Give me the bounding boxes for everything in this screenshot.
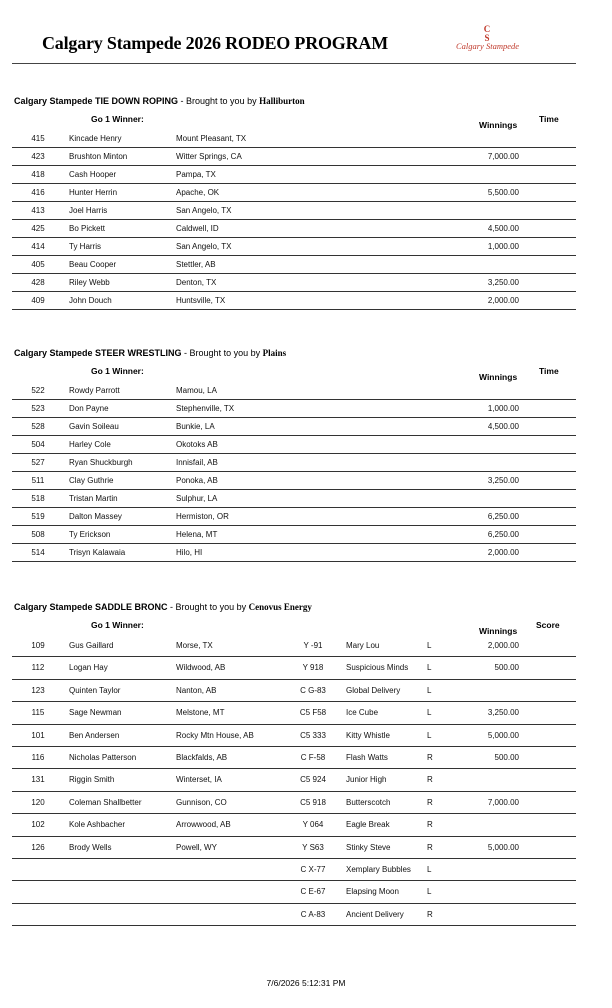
winnings-amount: 500.00 (494, 663, 519, 673)
hometown: Hermiston, OR (176, 512, 229, 521)
contestant-name: Brody Wells (69, 842, 112, 852)
contestant-number: 514 (31, 548, 45, 557)
horse-number: Y 918 (302, 663, 324, 673)
hometown: Sulphur, LA (176, 494, 218, 503)
calgary-stampede-logo (450, 24, 525, 60)
horse-number: C F-58 (300, 752, 326, 762)
table-row (12, 202, 576, 220)
hometown: Bunkie, LA (176, 422, 215, 431)
hometown: Blackfalds, AB (176, 752, 228, 762)
contestant-name: John Douch (69, 296, 112, 305)
table-row (12, 747, 576, 769)
chute-side: L (427, 887, 432, 897)
contestant-number: 504 (31, 440, 45, 449)
time-header: Time (539, 114, 559, 124)
contestant-number: 101 (31, 730, 45, 740)
hometown: Stephenville, TX (176, 404, 235, 413)
contestant-number: 123 (31, 685, 45, 695)
section-heading (14, 96, 305, 106)
hometown: Rocky Mtn House, AB (176, 730, 254, 740)
winnings-amount: 4,500.00 (487, 224, 519, 233)
table-row (12, 635, 576, 657)
go-round-label: Go 1 Winner: (91, 114, 144, 124)
horse-name: Mary Lou (346, 641, 380, 650)
table-row (12, 148, 576, 166)
contestant-name: Sage Newman (69, 708, 122, 718)
horse-name: Flash Watts (346, 752, 388, 762)
winnings-amount: 3,250.00 (487, 708, 519, 718)
chute-side: L (427, 641, 432, 650)
horse-number: C5 924 (300, 775, 326, 785)
contestant-number: 102 (31, 820, 45, 830)
winnings-amount: 7,000.00 (487, 797, 519, 807)
contestant-number: 126 (31, 842, 45, 852)
sponsor-name: Plains (262, 348, 287, 358)
table-row (12, 130, 576, 148)
chute-side: R (427, 909, 433, 919)
contestant-name: Brushton Minton (69, 152, 128, 161)
hometown: Helena, MT (176, 530, 218, 539)
winnings-amount: 5,500.00 (487, 188, 519, 197)
contestant-name: Riley Webb (69, 278, 110, 287)
contestant-number: 116 (31, 752, 45, 762)
contestant-number: 415 (31, 134, 45, 143)
horse-name: Stinky Steve (346, 842, 391, 852)
svg-text:C: C (483, 24, 491, 34)
results-table (12, 635, 576, 926)
table-row (12, 544, 576, 562)
table-row (12, 526, 576, 544)
winnings-header: Winnings (479, 120, 518, 130)
horse-number: Y 064 (302, 820, 324, 830)
hometown: Huntsville, TX (176, 296, 226, 305)
contestant-name: Harley Cole (69, 440, 111, 449)
contestant-number: 409 (31, 296, 45, 305)
brought-by-text: - Brought to you by (181, 348, 263, 358)
hometown: Apache, OK (176, 188, 220, 197)
table-row (12, 769, 576, 791)
brought-by-text: - Brought to you by (178, 96, 260, 106)
hometown: San Angelo, TX (176, 206, 232, 215)
horse-number: C A-83 (300, 909, 326, 919)
go-round-label: Go 1 Winner: (91, 620, 144, 630)
contestant-name: Dalton Massey (69, 512, 122, 521)
horse-name: Elapsing Moon (346, 887, 399, 897)
contestant-name: Joel Harris (69, 206, 108, 215)
winnings-header: Winnings (479, 626, 518, 636)
contestant-number: 120 (31, 797, 45, 807)
hometown: Mount Pleasant, TX (176, 134, 247, 143)
table-row (12, 400, 576, 418)
winnings-amount: 3,250.00 (487, 278, 519, 287)
contestant-number: 405 (31, 260, 45, 269)
horse-number: Y S63 (302, 842, 324, 852)
contestant-name: Kincade Henry (69, 134, 122, 143)
table-row (12, 859, 576, 881)
winnings-amount: 2,000.00 (487, 641, 519, 650)
section-heading (14, 348, 286, 358)
contestant-number: 423 (31, 152, 45, 161)
hometown: Witter Springs, CA (176, 152, 242, 161)
chute-side: L (427, 864, 432, 874)
results-table (12, 130, 576, 310)
table-row (12, 382, 576, 400)
contestant-number: 414 (31, 242, 45, 251)
table-row (12, 490, 576, 508)
print-timestamp: 7/6/2026 5:12:31 PM (266, 978, 346, 988)
contestant-name: Logan Hay (69, 663, 108, 673)
table-row (12, 292, 576, 310)
horse-number: C5 F58 (299, 708, 327, 718)
winnings-header: Winnings (479, 372, 518, 382)
table-row (12, 418, 576, 436)
contestant-name: Kole Ashbacher (69, 820, 126, 830)
event-name: Calgary Stampede TIE DOWN ROPING (14, 96, 179, 106)
contestant-number: 112 (31, 663, 45, 673)
winnings-amount: 4,500.00 (487, 422, 519, 431)
horse-name: Xemplary Bubbles (346, 864, 411, 874)
contestant-number: 131 (31, 775, 45, 785)
contestant-name: Ryan Shuckburgh (69, 458, 133, 467)
contestant-name: Tristan Martin (69, 494, 118, 503)
contestant-name: Gavin Soileau (69, 422, 119, 431)
hometown: Wildwood, AB (176, 663, 226, 673)
hometown: Mamou, LA (176, 386, 217, 395)
table-row (12, 680, 576, 702)
winnings-amount: 3,250.00 (487, 476, 519, 485)
contestant-name: Gus Gaillard (69, 641, 114, 650)
contestant-number: 508 (31, 530, 45, 539)
hometown: Morse, TX (176, 641, 213, 650)
time-header: Time (539, 366, 559, 376)
horse-name: Eagle Break (346, 820, 390, 830)
contestant-name: Beau Cooper (69, 260, 117, 269)
contestant-number: 511 (31, 476, 45, 485)
chute-side: L (427, 708, 432, 718)
contestant-number: 523 (31, 404, 45, 413)
contestant-name: Riggin Smith (69, 775, 115, 785)
hometown: Hilo, HI (176, 548, 203, 557)
contestant-number: 416 (31, 188, 45, 197)
hometown: Nanton, AB (176, 685, 217, 695)
winnings-amount: 1,000.00 (487, 404, 519, 413)
hometown: Melstone, MT (176, 708, 225, 718)
chute-side: R (427, 797, 433, 807)
sponsor-name: Cenovus Energy (248, 602, 312, 612)
contestant-number: 527 (31, 458, 45, 467)
horse-name: Ice Cube (346, 708, 379, 718)
hometown: Innisfail, AB (176, 458, 218, 467)
hometown: Pampa, TX (176, 170, 216, 179)
contestant-name: Rowdy Parrott (69, 386, 120, 395)
table-row (12, 184, 576, 202)
table-row (12, 472, 576, 490)
contestant-name: Coleman Shallbetter (69, 797, 142, 807)
horse-name: Kitty Whistle (346, 730, 391, 740)
horse-name: Butterscotch (346, 797, 391, 807)
horse-number: C G-83 (300, 685, 326, 695)
horse-number: C5 333 (300, 730, 326, 740)
contestant-name: Bo Pickett (69, 224, 106, 233)
table-row (12, 256, 576, 274)
contestant-number: 519 (31, 512, 45, 521)
section-heading (14, 602, 312, 612)
brought-by-text: - Brought to you by (167, 602, 249, 612)
contestant-name: Ty Erickson (69, 530, 111, 539)
hometown: Arrowwood, AB (176, 820, 231, 830)
table-row (12, 881, 576, 903)
contestant-name: Cash Hooper (69, 170, 117, 179)
winnings-amount: 500.00 (494, 752, 519, 762)
winnings-amount: 5,000.00 (487, 730, 519, 740)
hometown: Powell, WY (176, 842, 217, 852)
horse-name: Ancient Delivery (346, 909, 404, 919)
winnings-amount: 5,000.00 (487, 842, 519, 852)
cs-logo-icon (480, 24, 494, 42)
contestant-number: 418 (31, 170, 45, 179)
horse-number: C5 918 (300, 797, 326, 807)
results-table (12, 382, 576, 562)
score-header: Score (536, 620, 560, 630)
chute-side: L (427, 685, 432, 695)
table-row (12, 725, 576, 747)
contestant-number: 425 (31, 224, 45, 233)
winnings-amount: 1,000.00 (487, 242, 519, 251)
table-row (12, 436, 576, 454)
chute-side: L (427, 730, 432, 740)
horse-name: Suspicious Minds (346, 663, 409, 673)
chute-side: R (427, 752, 433, 762)
hometown: Gunnison, CO (176, 797, 227, 807)
winnings-amount: 2,000.00 (487, 548, 519, 557)
contestant-number: 109 (31, 641, 45, 650)
winnings-amount: 2,000.00 (487, 296, 519, 305)
hometown: San Angelo, TX (176, 242, 232, 251)
contestant-number: 428 (31, 278, 45, 287)
contestant-name: Ben Andersen (69, 730, 120, 740)
table-row (12, 238, 576, 256)
chute-side: R (427, 820, 433, 830)
contestant-number: 115 (31, 708, 45, 718)
hometown: Okotoks AB (176, 440, 218, 449)
horse-number: Y -91 (303, 641, 323, 650)
contestant-number: 518 (31, 494, 45, 503)
contestant-name: Hunter Herrin (69, 188, 118, 197)
chute-side: R (427, 842, 433, 852)
table-row (12, 792, 576, 814)
hometown: Winterset, IA (176, 775, 222, 785)
contestant-number: 522 (31, 386, 45, 395)
sponsor-name: Halliburton (259, 96, 305, 106)
table-row (12, 274, 576, 292)
contestant-name: Nicholas Patterson (69, 752, 137, 762)
winnings-amount: 7,000.00 (487, 152, 519, 161)
table-row (12, 166, 576, 184)
table-row (12, 814, 576, 836)
go-round-label: Go 1 Winner: (91, 366, 144, 376)
table-row (12, 220, 576, 238)
chute-side: L (427, 663, 432, 673)
table-row (12, 454, 576, 472)
svg-text:S: S (484, 33, 490, 42)
table-row (12, 508, 576, 526)
event-name: Calgary Stampede STEER WRESTLING (14, 348, 182, 358)
page-title: Calgary Stampede 2026 RODEO PROGRAM (42, 33, 388, 53)
chute-side: R (427, 775, 433, 785)
contestant-name: Ty Harris (69, 242, 101, 251)
header-divider (12, 63, 576, 64)
winnings-amount: 6,250.00 (487, 530, 519, 539)
horse-name: Global Delivery (346, 685, 401, 695)
contestant-name: Quinten Taylor (69, 685, 121, 695)
horse-number: C E-67 (300, 887, 326, 897)
contestant-name: Trisyn Kalawaia (69, 548, 126, 557)
contestant-name: Clay Guthrie (69, 476, 114, 485)
contestant-number: 528 (31, 422, 45, 431)
logo-wordmark: Calgary Stampede (455, 41, 520, 51)
contestant-name: Don Payne (69, 404, 109, 413)
table-row (12, 657, 576, 679)
horse-number: C X-77 (300, 864, 326, 874)
table-row (12, 837, 576, 859)
hometown: Caldwell, ID (176, 224, 219, 233)
event-name: Calgary Stampede SADDLE BRONC (14, 602, 168, 612)
contestant-number: 413 (31, 206, 45, 215)
winnings-amount: 6,250.00 (487, 512, 519, 521)
hometown: Stettler, AB (176, 260, 216, 269)
horse-name: Junior High (346, 775, 387, 785)
hometown: Ponoka, AB (176, 476, 218, 485)
table-row (12, 702, 576, 724)
hometown: Denton, TX (176, 278, 217, 287)
table-row (12, 904, 576, 926)
